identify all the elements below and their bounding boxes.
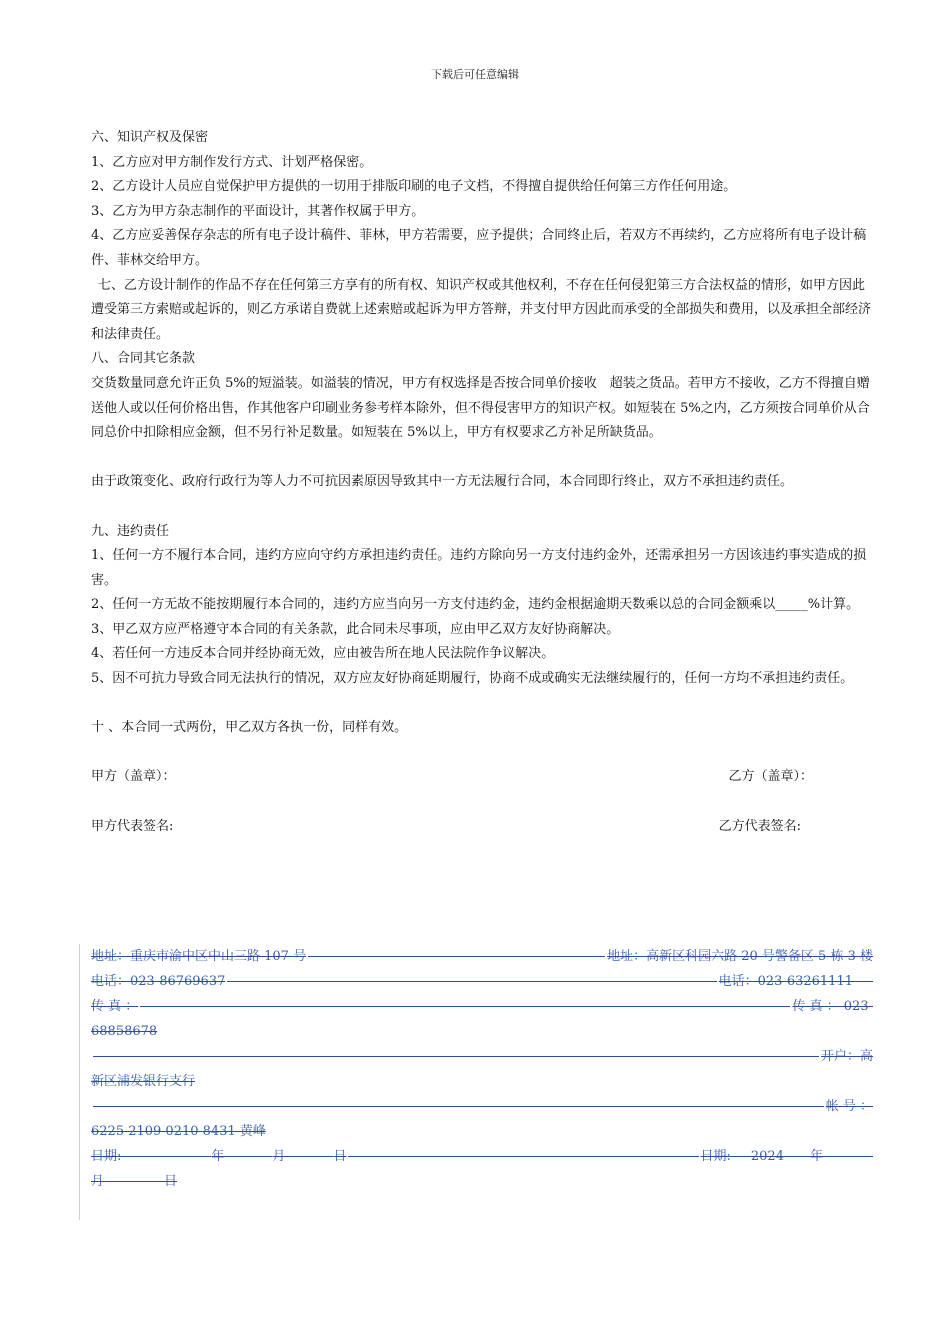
party-a-fax-label: 传 真 ： xyxy=(91,999,139,1014)
party-b-date-year-unit: 年 xyxy=(809,1149,823,1164)
party-a-address: 地址：重庆市渝中区中山三路 107 号 xyxy=(91,949,307,964)
clause: 2、任何一方无故不能按期履行本合同的，违约方应当向另一方支付违约金，违约金根据逾期天数乘以总的合同金额乘以_____%计算。 xyxy=(91,597,860,613)
clause: 1、任何一方不履行本合同，违约方应向守约方承担违约责任。违约方除向另一方支付违约金外，还需承担另一方因该违约事实造成的损害。 xyxy=(91,548,867,588)
representative-row xyxy=(91,815,871,840)
party-a-representative: 甲方代表签名: xyxy=(91,818,174,834)
party-a-date-label: 日期: xyxy=(91,1149,122,1164)
party-a-seal: 甲方（盖章）： xyxy=(91,769,176,785)
date-year-unit: 年 xyxy=(211,1149,225,1164)
section-ip-confidentiality xyxy=(91,126,871,274)
section-heading: 六、知识产权及保密 xyxy=(91,130,209,145)
party-b-phone: 电话：023-63261111 xyxy=(718,974,853,989)
section-copies: 十 、本合同一式两份，甲乙双方各执一份，同样有效。 xyxy=(91,720,408,736)
contract-body xyxy=(91,126,871,839)
party-b-representative: 乙方代表签名: xyxy=(718,818,801,834)
date-month-unit: 月 xyxy=(272,1149,286,1164)
party-b-fax: 传 真 ： 023- xyxy=(792,999,873,1014)
party-b-date-day-unit: 日 xyxy=(164,1174,178,1189)
section-heading: 八、合同其它条款 xyxy=(91,351,196,367)
clause: 交货数量同意允许正负 5%的短溢装。如溢装的情况，甲方有权选择是否按合同单价接收 超装之货品。若甲方不接收，乙方不得擅自赠送他人或以任何价格出售，作其他客户印刷业务参考样本除外，但不得侵害甲方的知识产权。如短装在 5%之内，乙方须按合同单价从合同总价中扣除相应金额，但不另行补足数量。如短装在 5%以上，甲方有权要求乙方补足所缺货品。 xyxy=(91,375,870,441)
account-number: 6225 2109 0210 8431 黄峰 xyxy=(91,1124,266,1139)
force-majeure-paragraph: 由于政策变化、政府行政行为等人力不可抗因素原因导致其中一方无法履行合同，本合同即行终止，双方不承担违约责任。 xyxy=(91,474,794,490)
seal-row xyxy=(91,765,871,790)
party-b-date-month-unit: 月 xyxy=(91,1174,105,1189)
party-b-address: 地址：高新区科园六路 20 号警备区 5 栋 3 楼 xyxy=(607,949,873,964)
party-a-phone: 电话：023-86769637 xyxy=(91,974,226,989)
section-heading: 九、违约责任 xyxy=(91,523,170,539)
section-ownership: 七、乙方设计制作的作品不存在任何第三方享有的所有权、知识产权或其他权利，不存在任何侵犯第三方合法权益的情形，如甲方因此遭受第三方索赔或起诉的，则乙方承诺自费就上述索赔或起诉为甲方答辩，并支付甲方因此而承受的全部损失和费用，以及承担全部经济和法律责任。 xyxy=(91,277,872,342)
clause: 4、若任何一方违反本合同并经协商无效，应由被告所在地人民法院作争议解决。 xyxy=(91,646,555,662)
party-b-date-year: 2024 xyxy=(750,1149,784,1164)
section-breach-liability xyxy=(91,520,871,692)
revision-bar xyxy=(79,944,80,1220)
party-b-fax-number: 68858678 xyxy=(91,1024,158,1039)
party-b-seal: 乙方（盖章）： xyxy=(728,769,813,785)
clause: 2、乙方设计人员应自觉保护甲方提供的一切用于排版印刷的电子文档，不得擅自提供给任何第三方作任何用途。 xyxy=(91,179,737,195)
date-day-unit: 日 xyxy=(333,1149,347,1164)
clause: 3、乙方为甲方杂志制作的平面设计，其著作权属于甲方。 xyxy=(91,203,425,219)
header-note: 下载后可任意编辑 xyxy=(431,68,519,81)
bank-label: 开户：高 xyxy=(820,1049,873,1064)
deleted-contact-block xyxy=(91,944,873,1194)
clause: 3、甲乙双方应严格遵守本合同的有关条款，此合同未尽事项，应由甲乙双方友好协商解决。 xyxy=(91,621,620,637)
section-other-terms xyxy=(91,347,871,445)
party-b-date-label: 日期: xyxy=(700,1149,731,1164)
clause: 5、因不可抗力导致合同无法执行的情况，双方应友好协商延期履行，协商不成或确实无法继续履行的，任何一方均不承担违约责任。 xyxy=(91,671,854,687)
account-label: 帐 号 ： xyxy=(825,1099,873,1114)
clause: 4、乙方应妥善保存杂志的所有电子设计稿件、菲林，甲方若需要，应予提供；合同终止后，若双方不再续约，乙方应将所有电子设计稿件、菲林交给甲方。 xyxy=(91,228,867,268)
clause: 1、乙方应对甲方制作发行方式、计划严格保密。 xyxy=(91,154,373,170)
bank-name: 新区浦发银行支行 xyxy=(91,1074,196,1089)
